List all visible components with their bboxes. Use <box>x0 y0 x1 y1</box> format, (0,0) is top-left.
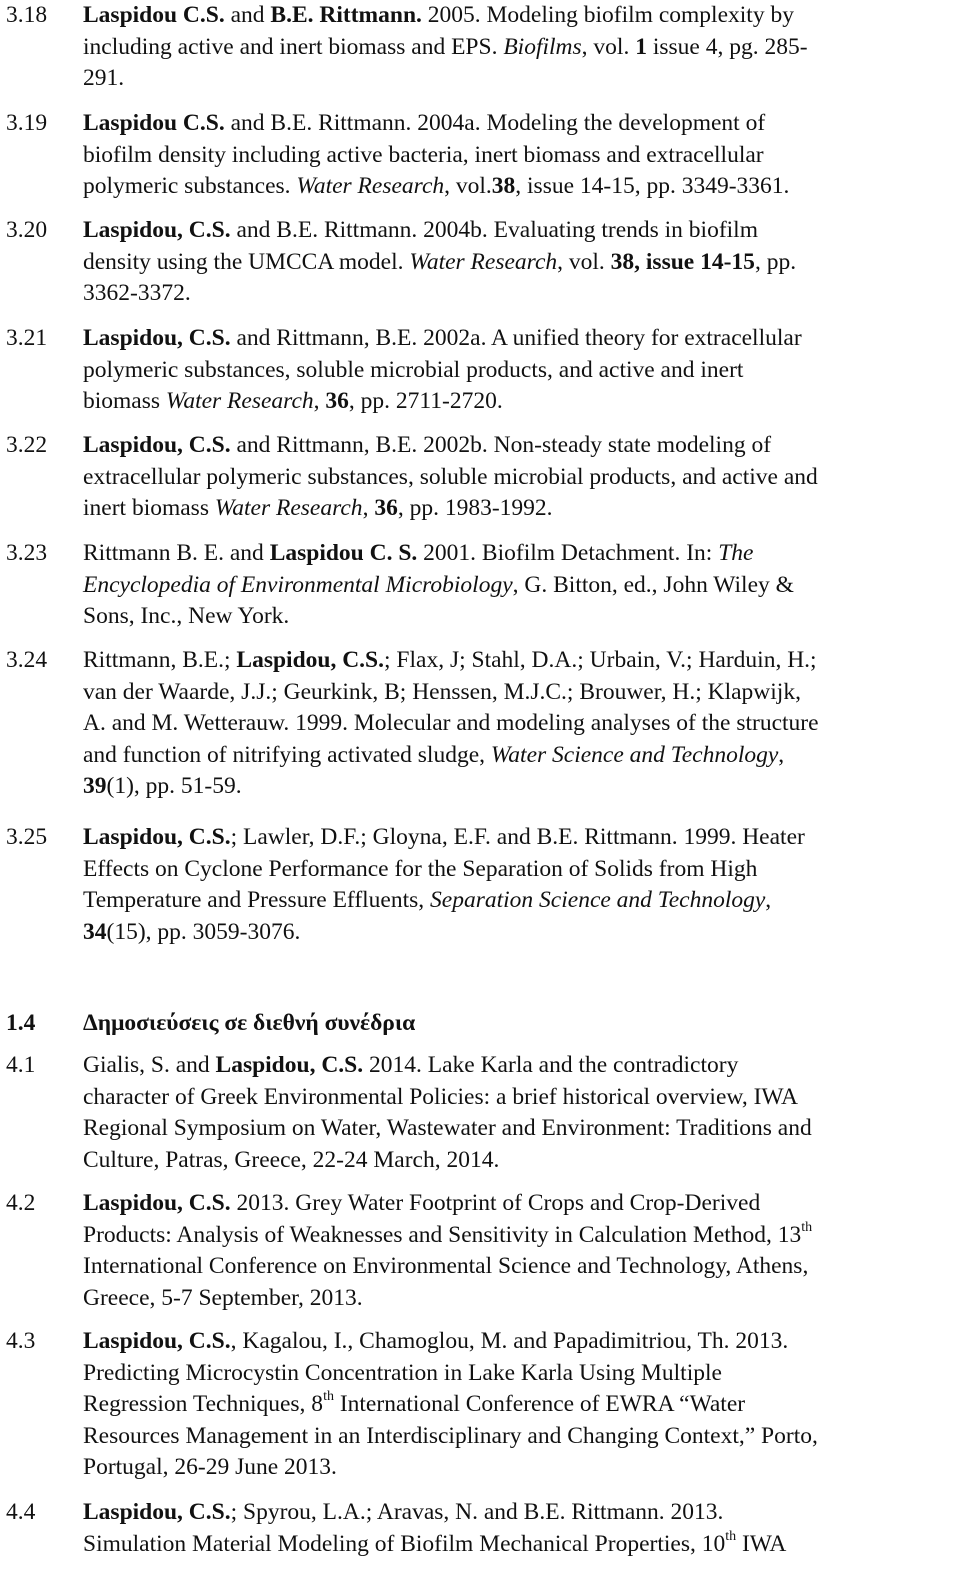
reference-line <box>83 645 953 677</box>
reference-text <box>83 1497 953 1560</box>
reference-line <box>83 215 953 247</box>
reference-line <box>83 1188 953 1220</box>
bold-text: Laspidou, C.S. <box>83 325 231 351</box>
reference-line <box>83 1113 953 1145</box>
text-run: A. and M. Wetterauw. 1999. Molecular and modeling analyses of the structure <box>83 710 819 736</box>
text-run: extracellular polymeric substances, soluble microbial products, and active and <box>83 463 818 490</box>
text-run: and function of nitrifying activated sludge, <box>83 741 491 768</box>
text-run: including active and inert biomass and EPS. <box>83 33 504 60</box>
reference-line <box>83 771 953 803</box>
bold-text: B.E. Rittmann. <box>270 2 422 28</box>
reference-text <box>83 822 953 948</box>
reference-line <box>83 386 953 418</box>
reference-line <box>83 885 953 917</box>
reference-line <box>83 601 953 633</box>
reference-text <box>83 1326 953 1484</box>
text-run: van der Waarde, J.J.; Geurkink, B; Henssen, M.J.C.; Brouwer, H.; Klapwijk, <box>83 678 801 705</box>
text-run: Products: Analysis of Weaknesses and Sensitivity in Calculation Method, 13 <box>83 1221 802 1248</box>
bold-text: Laspidou, C.S. <box>236 647 385 673</box>
text-run: (1), pp. 51-59. <box>106 773 242 799</box>
text-run: , pp. <box>754 248 797 275</box>
bold-text: Laspidou C. S. <box>269 540 418 566</box>
text-run: Greece, 5-7 September, 2013. <box>83 1284 363 1311</box>
bold-text: Laspidou, C.S. <box>83 1190 231 1216</box>
italic-text: Water Research <box>165 388 314 414</box>
bold-text: Laspidou C.S. <box>83 2 225 28</box>
text-run: , vol. <box>557 248 611 275</box>
reference-line <box>83 1358 953 1390</box>
reference-number: 3.21 <box>6 325 48 351</box>
reference-line <box>83 538 953 570</box>
superscript: th <box>725 1528 737 1544</box>
text-run: Portugal, 26-29 June 2013. <box>83 1454 337 1480</box>
text-run: and Rittmann, B.E. 2002b. Non-steady state modeling of <box>230 432 772 458</box>
reference-number: 3.18 <box>6 2 48 28</box>
bold-text: 39 <box>83 773 107 799</box>
text-run: inert biomass <box>83 495 215 521</box>
text-run: issue 4, pg. 285- <box>646 33 808 60</box>
text-run: , issue 14-15, pp. 3349-3361. <box>515 173 790 199</box>
reference-line <box>83 1389 953 1421</box>
section-number: 1.4 <box>6 1010 36 1036</box>
text-run: biofilm density including active bacteria, inert biomass and extracellular <box>83 141 764 168</box>
reference-text <box>83 1188 953 1314</box>
italic-text: Encyclopedia of Environmental Microbiology <box>83 571 513 598</box>
reference-number: 3.24 <box>6 647 48 673</box>
reference-line <box>83 1220 953 1252</box>
text-run: character of Greek Environmental Policies: a brief historical overview, IWA <box>83 1083 798 1110</box>
reference-number: 3.25 <box>6 824 48 850</box>
text-run: , pp. 1983-1992. <box>397 495 553 521</box>
text-run: Regional Symposium on Water, Wastewater and Environment: Traditions and <box>83 1115 812 1141</box>
text-run: Sons, Inc., New York. <box>83 603 290 629</box>
bold-text: Laspidou, C.S. <box>215 1052 364 1078</box>
reference-number: 3.23 <box>6 540 48 566</box>
reference-line <box>83 278 953 310</box>
italic-text: The <box>718 540 754 566</box>
reference-line <box>83 108 953 140</box>
text-run: and B.E. Rittmann. 2004a. Modeling the development of <box>224 110 766 136</box>
italic-text: Water Research <box>409 248 558 275</box>
reference-line <box>83 1421 953 1453</box>
section-title: Δημοσιεύσεις σε διεθνή συνέδρια <box>83 1010 416 1036</box>
reference-line <box>83 1283 953 1315</box>
reference-line <box>83 493 953 525</box>
reference-line <box>83 63 953 95</box>
text-run: Culture, Patras, Greece, 22-24 March, 2014. <box>83 1146 500 1173</box>
reference-line <box>83 1145 953 1177</box>
text-run: , <box>362 495 375 521</box>
bold-text: Laspidou, C.S. <box>83 1328 231 1354</box>
text-run: biomass <box>83 388 166 414</box>
text-run: International Conference on Environmental Science and Technology, Athens, <box>83 1253 809 1279</box>
reference-number: 3.22 <box>6 432 48 458</box>
reference-line <box>83 171 953 203</box>
text-run: 2014. Lake Karla and the contradictory <box>363 1052 739 1078</box>
reference-line <box>83 355 953 387</box>
reference-text <box>83 0 953 95</box>
reference-line <box>83 1082 953 1114</box>
italic-text: Biofilms <box>503 33 582 60</box>
reference-line <box>83 323 953 355</box>
superscript: th <box>801 1219 813 1235</box>
reference-line <box>83 247 953 279</box>
text-run: and B.E. Rittmann. 2004b. Evaluating trends in biofilm <box>230 217 758 243</box>
text-run: 3362-3372. <box>83 280 191 306</box>
reference-line <box>83 677 953 709</box>
text-run: Rittmann B. E. and <box>83 540 270 566</box>
text-run: , vol. <box>581 33 636 60</box>
text-run: Gialis, S. and <box>83 1052 216 1078</box>
section-heading <box>0 1008 960 1048</box>
reference-number: 3.20 <box>6 217 48 243</box>
superscript: th <box>323 1389 334 1405</box>
text-run: ; Flax, J; Stahl, D.A.; Urbain, V.; Harduin, H.; <box>384 647 817 673</box>
text-run: and <box>224 2 271 28</box>
text-run: 2001. Biofilm Detachment. In: <box>417 540 719 566</box>
text-run: polymeric substances. <box>83 173 297 199</box>
bold-text: 34 <box>83 918 107 945</box>
text-run: , G. Bitton, ed., John Wiley & <box>512 571 794 598</box>
text-run: Simulation Material Modeling of Biofilm Mechanical Properties, 10 <box>83 1530 726 1557</box>
reference-text <box>83 323 953 418</box>
text-run: (15), pp. 3059-3076. <box>106 918 301 945</box>
text-run: Regression Techniques, 8 <box>83 1391 324 1417</box>
text-run: , vol. <box>444 173 492 199</box>
bold-text: Laspidou, C.S. <box>83 1499 231 1525</box>
text-run: , <box>765 887 772 913</box>
text-run: Temperature and Pressure Effluents, <box>83 887 431 913</box>
bold-text: 38 <box>491 173 516 199</box>
text-run: , <box>313 388 326 414</box>
reference-line <box>83 570 953 602</box>
reference-line <box>83 854 953 886</box>
text-run: 2005. Modeling biofilm complexity by <box>421 2 794 28</box>
text-run: polymeric substances, soluble microbial products, and active and inert <box>83 356 744 383</box>
reference-number: 4.4 <box>6 1499 36 1525</box>
reference-text <box>83 645 953 803</box>
reference-line <box>83 462 953 494</box>
reference-line <box>83 822 953 854</box>
reference-line <box>83 140 953 172</box>
bold-text: 38, issue 14-15 <box>610 248 755 275</box>
text-run: International Conference of EWRA “Water <box>333 1391 746 1417</box>
text-run: and Rittmann, B.E. 2002a. A unified theory for extracellular <box>230 325 802 351</box>
italic-text: Water Science and Technology <box>490 741 779 768</box>
reference-number: 4.3 <box>6 1328 36 1354</box>
reference-text <box>83 430 953 525</box>
reference-number: 4.1 <box>6 1052 36 1078</box>
reference-line <box>83 740 953 772</box>
text-run: density using the UMCCA model. <box>83 248 410 275</box>
reference-line <box>83 1452 953 1484</box>
bold-text: Laspidou, C.S. <box>83 217 231 243</box>
reference-line <box>83 1529 953 1561</box>
text-run: Predicting Microcystin Concentration in Lake Karla Using Multiple <box>83 1359 722 1386</box>
reference-line <box>83 708 953 740</box>
text-run: , Kagalou, I., Chamoglou, M. and Papadimitriou, Th. 2013. <box>230 1328 789 1354</box>
bold-text: 36 <box>374 495 398 521</box>
reference-line <box>83 0 953 32</box>
reference-text <box>83 215 953 310</box>
text-run: , pp. 2711-2720. <box>348 388 503 414</box>
reference-number: 4.2 <box>6 1190 36 1216</box>
text-run: Rittmann, B.E.; <box>83 647 237 673</box>
bold-text: Laspidou, C.S. <box>83 824 231 850</box>
bold-text: 1 <box>635 33 647 60</box>
text-run: ; Lawler, D.F.; Gloyna, E.F. and B.E. Rittmann. 1999. Heater <box>230 824 805 850</box>
bold-text: 36 <box>325 388 349 414</box>
reference-line <box>83 1251 953 1283</box>
text-run: ; Spyrou, L.A.; Aravas, N. and B.E. Rittmann. 2013. <box>230 1499 724 1525</box>
reference-line <box>83 1050 953 1082</box>
italic-text: Water Research <box>214 495 363 521</box>
text-run: 2013. Grey Water Footprint of Crops and Crop-Derived <box>230 1190 761 1216</box>
reference-text <box>83 1050 953 1176</box>
reference-line <box>83 1497 953 1529</box>
reference-line <box>83 430 953 462</box>
text-run: Resources Management in an Interdisciplinary and Changing Context,” Porto, <box>83 1422 818 1449</box>
text-run: IWA <box>736 1530 787 1557</box>
bold-text: Laspidou C.S. <box>83 110 225 136</box>
reference-line <box>83 1326 953 1358</box>
italic-text: Water Research <box>296 173 445 199</box>
reference-line <box>83 917 953 949</box>
bold-text: Laspidou, C.S. <box>83 432 231 458</box>
text-run: Effects on Cyclone Performance for the Separation of Solids from High <box>83 855 758 882</box>
reference-line <box>83 32 953 64</box>
italic-text: Separation Science and Technology <box>430 887 766 913</box>
reference-text <box>83 108 953 203</box>
text-run: 291. <box>83 65 125 91</box>
text-run: , <box>778 741 785 768</box>
reference-text <box>83 538 953 633</box>
reference-number: 3.19 <box>6 110 48 136</box>
